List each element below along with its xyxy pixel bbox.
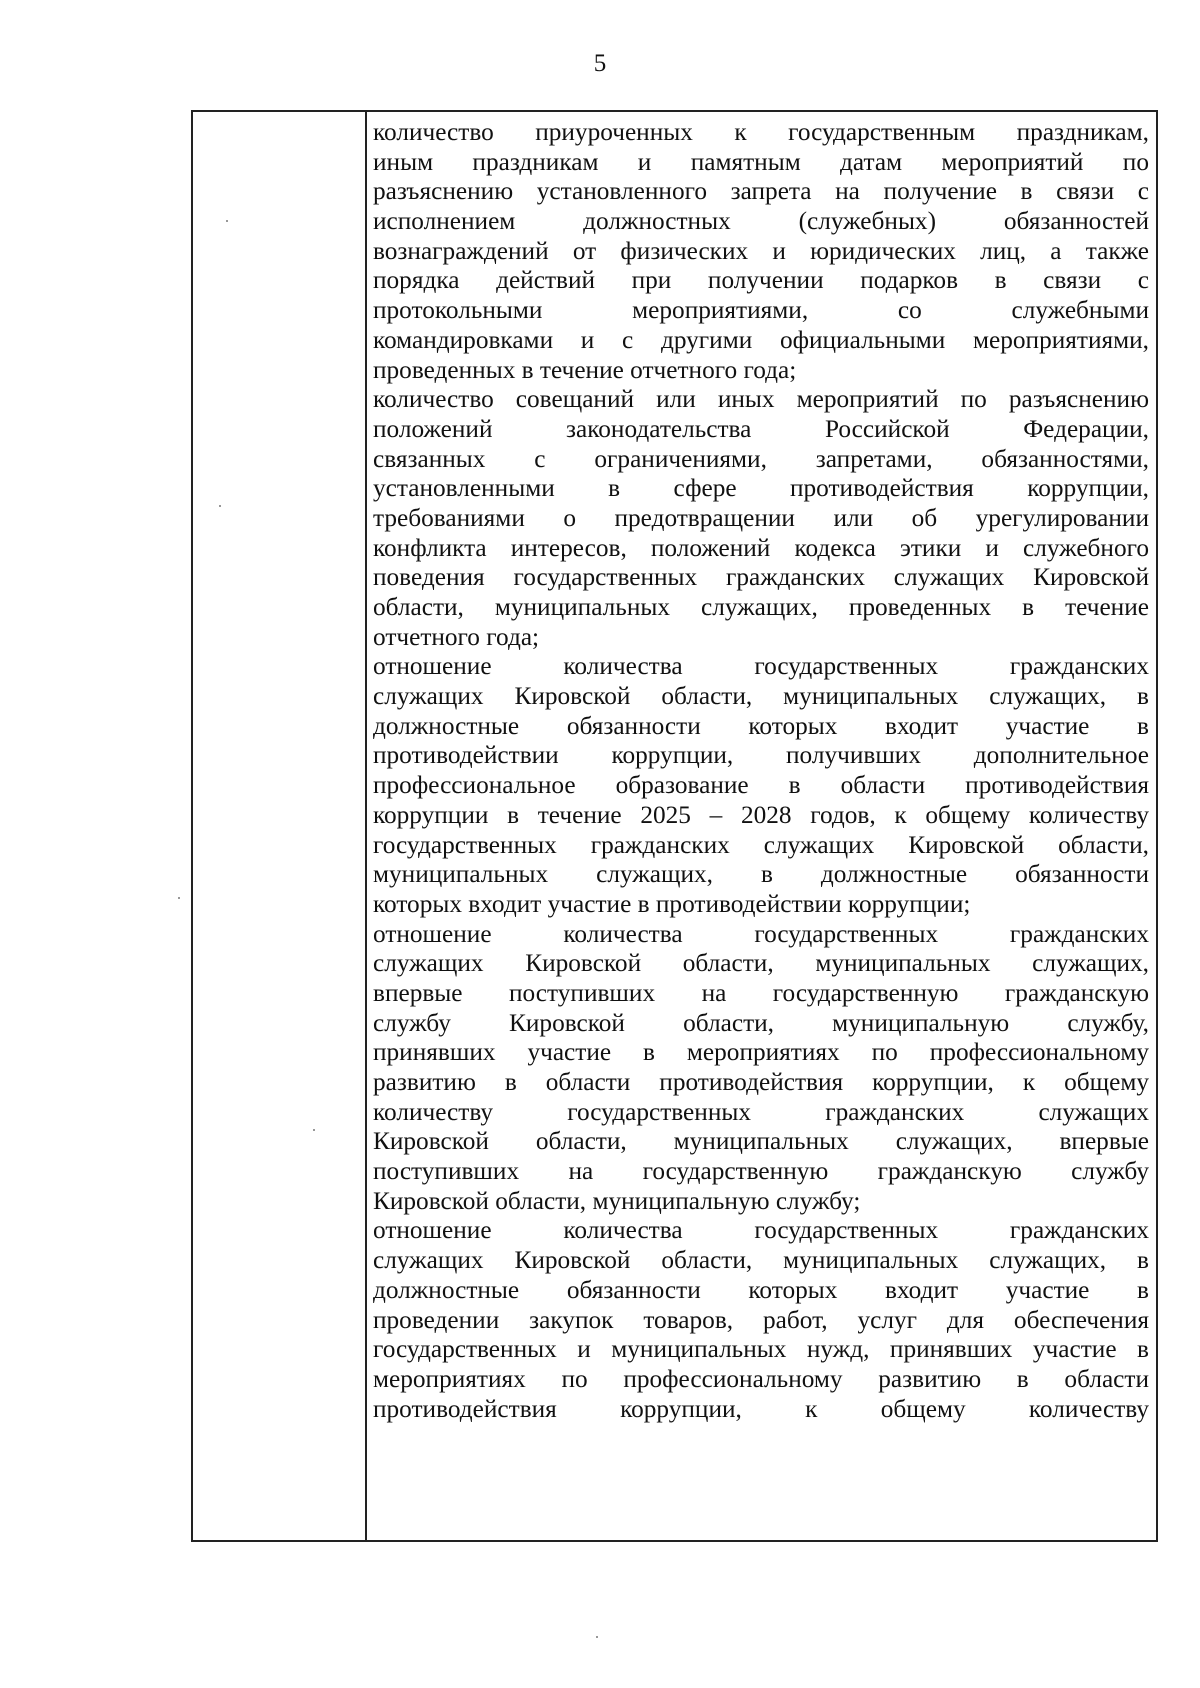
text-line: государственных гражданских служащих Кировской области, [373, 830, 1149, 859]
table-right-cell [367, 112, 1156, 1540]
text-line: количество приуроченных к государственным праздникам, [373, 118, 1149, 146]
text-line: отчетного года; [373, 622, 540, 651]
text-line: должностные обязанности которых входит участие в [373, 711, 1149, 740]
text-line: противодействия коррупции, к общему количеству [373, 1394, 1149, 1423]
text-line: развитию в области противодействия коррупции, к общему [373, 1068, 1149, 1096]
text-line: положений законодательства Российской Федерации, [373, 414, 1149, 443]
text-paragraph [373, 385, 1149, 652]
text-line: профессиональное образование в области противодействия [373, 771, 1149, 800]
text-line: противодействии коррупции, получивших дополнительное [373, 741, 1149, 770]
text-line: служащих Кировской области, муниципальных служащих, [373, 949, 1149, 978]
text-line: служащих Кировской области, муниципальных служащих, в [373, 682, 1149, 711]
text-line: связанных с ограничениями, запретами, обязанностями, [373, 444, 1149, 473]
text-line: конфликта интересов, положений кодекса этики и служебного [373, 533, 1149, 562]
text-line: поступивших на государственную гражданскую службу [373, 1157, 1149, 1186]
text-paragraph [373, 118, 1149, 385]
scan-speck [226, 220, 228, 222]
text-line: проведенных в течение отчетного года; [373, 355, 797, 384]
text-line: должностные обязанности которых входит участие в [373, 1275, 1149, 1304]
scan-speck [596, 1636, 598, 1638]
text-line: проведении закупок товаров, работ, услуг для обеспечения [373, 1305, 1149, 1334]
text-line: отношение количества государственных гражданских [373, 652, 1149, 681]
table-left-cell [193, 112, 367, 1540]
text-paragraph [373, 652, 1149, 919]
text-line: требованиями о предотвращении или об урегулировании [373, 503, 1149, 532]
text-line: службу Кировской области, муниципальную службу, [373, 1008, 1149, 1037]
text-line: иным праздникам и памятным датам мероприятий по [373, 147, 1149, 176]
text-line: количество совещаний или иных мероприятий по разъяснению [373, 385, 1149, 414]
text-line: которых входит участие в противодействии коррупции; [373, 889, 971, 918]
text-line: количеству государственных гражданских служащих [373, 1097, 1149, 1126]
text-line: принявших участие в мероприятиях по профессиональному [373, 1038, 1149, 1067]
text-line: государственных и муниципальных нужд, принявших участие в [373, 1335, 1149, 1364]
text-line: протокольными мероприятиями, со служебными [373, 296, 1149, 325]
text-line: коррупции в течение 2025 – 2028 годов, к общему количеству [373, 800, 1149, 829]
text-line: разъяснению установленного запрета на получение в связи с [373, 177, 1149, 206]
scan-speck [178, 897, 180, 899]
scan-speck [219, 505, 221, 507]
text-line: поведения государственных гражданских служащих Кировской [373, 563, 1149, 592]
text-line: отношение количества государственных гражданских [373, 919, 1149, 948]
text-line: порядка действий при получении подарков в связи с [373, 266, 1149, 295]
page-number: 5 [593, 50, 607, 77]
text-line: впервые поступивших на государственную гражданскую [373, 978, 1149, 1007]
text-paragraph [373, 1216, 1149, 1424]
text-line: мероприятиях по профессиональному развитию в области [373, 1364, 1149, 1393]
text-line: Кировской области, муниципальных служащих, впервые [373, 1127, 1149, 1156]
text-line: установленными в сфере противодействия коррупции, [373, 474, 1149, 503]
text-line: исполнением должностных (служебных) обязанностей [373, 207, 1149, 236]
text-paragraph [373, 920, 1149, 1217]
text-line: муниципальных служащих, в должностные обязанности [373, 860, 1149, 889]
text-line: области, муниципальных служащих, проведенных в течение [373, 593, 1149, 621]
scan-speck [313, 1129, 315, 1131]
text-line: служащих Кировской области, муниципальных служащих, в [373, 1246, 1149, 1275]
text-line: командировками и с другими официальными мероприятиями, [373, 325, 1149, 354]
text-line: вознаграждений от физических и юридических лиц, а также [373, 236, 1149, 265]
document-table [191, 110, 1158, 1542]
text-line: отношение количества государственных гражданских [373, 1216, 1149, 1245]
text-line: Кировской области, муниципальную службу; [373, 1186, 861, 1215]
